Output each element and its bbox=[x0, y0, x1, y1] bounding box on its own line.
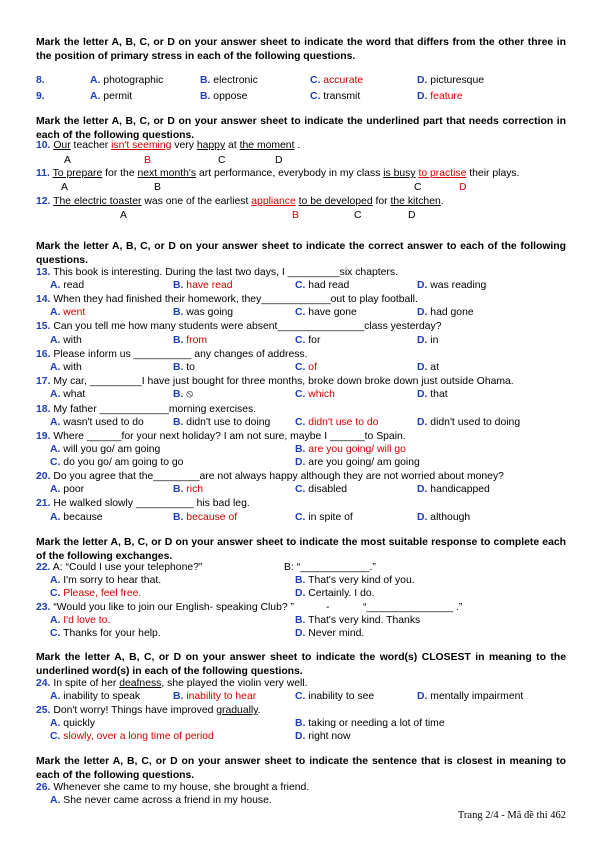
option-c[interactable]: C. Please, feel free. bbox=[50, 588, 142, 599]
option-c[interactable]: C. of bbox=[295, 362, 317, 373]
question-11: 11. To prepare for the next month's art performance, everybody in my class is busy to practise their plays. bbox=[36, 168, 520, 179]
question-23-stem: 23. “Would you like to join our English- speaking Club? ” - “_______________ .” bbox=[36, 602, 463, 613]
option-d[interactable]: D. didn't used to doing bbox=[417, 417, 521, 428]
option-c[interactable]: C. inability to see bbox=[295, 691, 375, 702]
option-a[interactable]: A. with bbox=[50, 335, 82, 346]
option-d[interactable]: D. mentally impairment bbox=[417, 691, 524, 702]
option-b[interactable]: B. to bbox=[173, 362, 195, 373]
option-b[interactable]: B. from bbox=[173, 335, 208, 346]
marker-a[interactable]: A bbox=[61, 182, 68, 193]
option-b[interactable]: B. oppose bbox=[200, 91, 248, 102]
option-a[interactable]: A. wasn't used to do bbox=[50, 417, 144, 428]
option-c[interactable]: C. in spite of bbox=[295, 512, 353, 523]
instruction-correct: Mark the letter A, B, C, or D on your answer sheet to indicate the correct answer to each of the following questions. bbox=[36, 241, 566, 266]
marker-d[interactable]: D bbox=[275, 155, 283, 166]
option-b[interactable]: B. was going bbox=[173, 307, 234, 318]
question-10: 10. Our teacher isn't seeming very happy at the moment . bbox=[36, 140, 301, 151]
option-d[interactable]: D. had gone bbox=[417, 307, 474, 318]
option-d[interactable]: D. although bbox=[417, 512, 471, 523]
option-c[interactable]: C. Thanks for your help. bbox=[50, 628, 161, 639]
marker-c[interactable]: C bbox=[354, 210, 362, 221]
option-b[interactable]: B. have read bbox=[173, 280, 233, 291]
question-14-stem: 14. When they had finished their homework, they____________out to play football. bbox=[36, 294, 418, 305]
instruction-closest: Mark the letter A, B, C, or D on your answer sheet to indicate the word(s) CLOSEST in meaning to the underlined word(s) in each of the following questions. bbox=[36, 652, 566, 677]
marker-b[interactable]: B bbox=[144, 155, 151, 166]
option-c[interactable]: C. accurate bbox=[310, 75, 364, 86]
marker-c[interactable]: C bbox=[414, 182, 422, 193]
option-a[interactable]: A. inability to speak bbox=[50, 691, 141, 702]
page-footer: Trang 2/4 - Mã đề thi 462 bbox=[457, 810, 566, 821]
option-b[interactable]: B. because of bbox=[173, 512, 238, 523]
instruction-exchange: Mark the letter A, B, C, or D on your answer sheet to indicate the most suitable response to complete each of the following exchanges. bbox=[36, 537, 566, 562]
option-b[interactable]: B. ⦸ bbox=[173, 389, 194, 400]
question-21-stem: 21. He walked slowly __________ his bad leg. bbox=[36, 498, 250, 509]
option-d[interactable]: D. Never mind. bbox=[295, 628, 365, 639]
question-17-stem: 17. My car, _________I have just bought for three months, broke down broke down just outside Ohama. bbox=[36, 376, 514, 387]
question-26-stem: 26. Whenever she came to my house, she brought a friend. bbox=[36, 782, 310, 793]
option-d[interactable]: D. in bbox=[417, 335, 439, 346]
question-19-stem: 19. Where ______for your next holiday? I am not sure, maybe I ______to Spain. bbox=[36, 431, 406, 442]
option-c[interactable]: C. had read bbox=[295, 280, 350, 291]
question-number: 9. bbox=[36, 91, 45, 102]
option-b[interactable]: B. are you going/ will go bbox=[295, 444, 406, 455]
option-d[interactable]: D. right now bbox=[295, 731, 351, 742]
question-20-stem: 20. Do you agree that the________are not always happy although they are not worried about money? bbox=[36, 471, 504, 482]
option-d[interactable]: D. are you going/ am going bbox=[295, 457, 420, 468]
option-d[interactable]: D. Certainly. I do. bbox=[295, 588, 375, 599]
marker-a[interactable]: A bbox=[64, 155, 71, 166]
option-b[interactable]: B. inability to hear bbox=[173, 691, 257, 702]
option-a[interactable]: A. I'd love to. bbox=[50, 615, 111, 626]
option-a[interactable]: A. because bbox=[50, 512, 103, 523]
question-22-stem: 22. A: “Could I use your telephone?” B: “____________.” bbox=[36, 562, 376, 573]
option-c[interactable]: C. for bbox=[295, 335, 321, 346]
option-c[interactable]: C. transmit bbox=[310, 91, 361, 102]
option-a[interactable]: A. poor bbox=[50, 484, 85, 495]
option-c[interactable]: C. didn't use to do bbox=[295, 417, 379, 428]
option-d[interactable]: D. picturesque bbox=[417, 75, 485, 86]
instruction-error: Mark the letter A, B, C, or D on your answer sheet to indicate the underlined part that needs correction in each of the following questions. bbox=[36, 116, 566, 141]
marker-d[interactable]: D bbox=[408, 210, 416, 221]
question-24-stem: 24. In spite of her deafness, she played the violin very well. bbox=[36, 678, 308, 689]
option-b[interactable]: B. electronic bbox=[200, 75, 258, 86]
option-a[interactable]: A. what bbox=[50, 389, 86, 400]
option-d[interactable]: D. handicapped bbox=[417, 484, 490, 495]
question-18-stem: 18. My father ____________morning exercises. bbox=[36, 404, 257, 415]
option-b[interactable]: B. taking or needing a lot of time bbox=[295, 718, 445, 729]
option-d[interactable]: D. that bbox=[417, 389, 448, 400]
marker-a[interactable]: A bbox=[120, 210, 127, 221]
option-a[interactable]: A. went bbox=[50, 307, 86, 318]
option-a[interactable]: A. She never came across a friend in my house. bbox=[50, 795, 272, 806]
empty-set-icon: ⦸ bbox=[186, 389, 194, 400]
question-16-stem: 16. Please inform us __________ any changes of address. bbox=[36, 349, 308, 360]
option-a[interactable]: A. permit bbox=[90, 91, 133, 102]
marker-d[interactable]: D bbox=[459, 182, 467, 193]
option-a[interactable]: A. photographic bbox=[90, 75, 164, 86]
question-25-stem: 25. Don't worry! Things have improved gradually. bbox=[36, 705, 261, 716]
option-c[interactable]: C. have gone bbox=[295, 307, 357, 318]
option-c[interactable]: C. which bbox=[295, 389, 335, 400]
option-d[interactable]: D. at bbox=[417, 362, 439, 373]
question-12: 12. The electric toaster was one of the earliest appliance to be developed for the kitchen. bbox=[36, 196, 444, 207]
option-c[interactable]: C. disabled bbox=[295, 484, 348, 495]
option-a[interactable]: A. read bbox=[50, 280, 85, 291]
option-d[interactable]: D. feature bbox=[417, 91, 463, 102]
option-b[interactable]: B. didn't use to doing bbox=[173, 417, 271, 428]
question-15-stem: 15. Can you tell me how many students were absent_______________class yesterday? bbox=[36, 321, 442, 332]
marker-c[interactable]: C bbox=[218, 155, 226, 166]
option-b[interactable]: B. rich bbox=[173, 484, 204, 495]
question-number: 8. bbox=[36, 75, 45, 86]
option-a[interactable]: A. with bbox=[50, 362, 82, 373]
option-c[interactable]: C. do you go/ am going to go bbox=[50, 457, 184, 468]
marker-b[interactable]: B bbox=[292, 210, 299, 221]
marker-b[interactable]: B bbox=[154, 182, 161, 193]
option-a[interactable]: A. will you go/ am going bbox=[50, 444, 161, 455]
instruction-stress: Mark the letter A, B, C, or D on your answer sheet to indicate the word that differs from the other three in the position of primary stress in each of the following questions. bbox=[36, 37, 566, 62]
option-c[interactable]: C. slowly, over a long time of period bbox=[50, 731, 214, 742]
option-d[interactable]: D. was reading bbox=[417, 280, 487, 291]
option-a[interactable]: A. quickly bbox=[50, 718, 96, 729]
option-b[interactable]: B. That's very kind of you. bbox=[295, 575, 415, 586]
question-13-stem: 13. This book is interesting. During the last two days, I _________six chapters. bbox=[36, 267, 398, 278]
option-b[interactable]: B. That's very kind. Thanks bbox=[295, 615, 421, 626]
option-a[interactable]: A. I'm sorry to hear that. bbox=[50, 575, 162, 586]
instruction-sentence: Mark the letter A, B, C, or D on your answer sheet to indicate the sentence that is closest in meaning to each of the following questions. bbox=[36, 756, 566, 781]
